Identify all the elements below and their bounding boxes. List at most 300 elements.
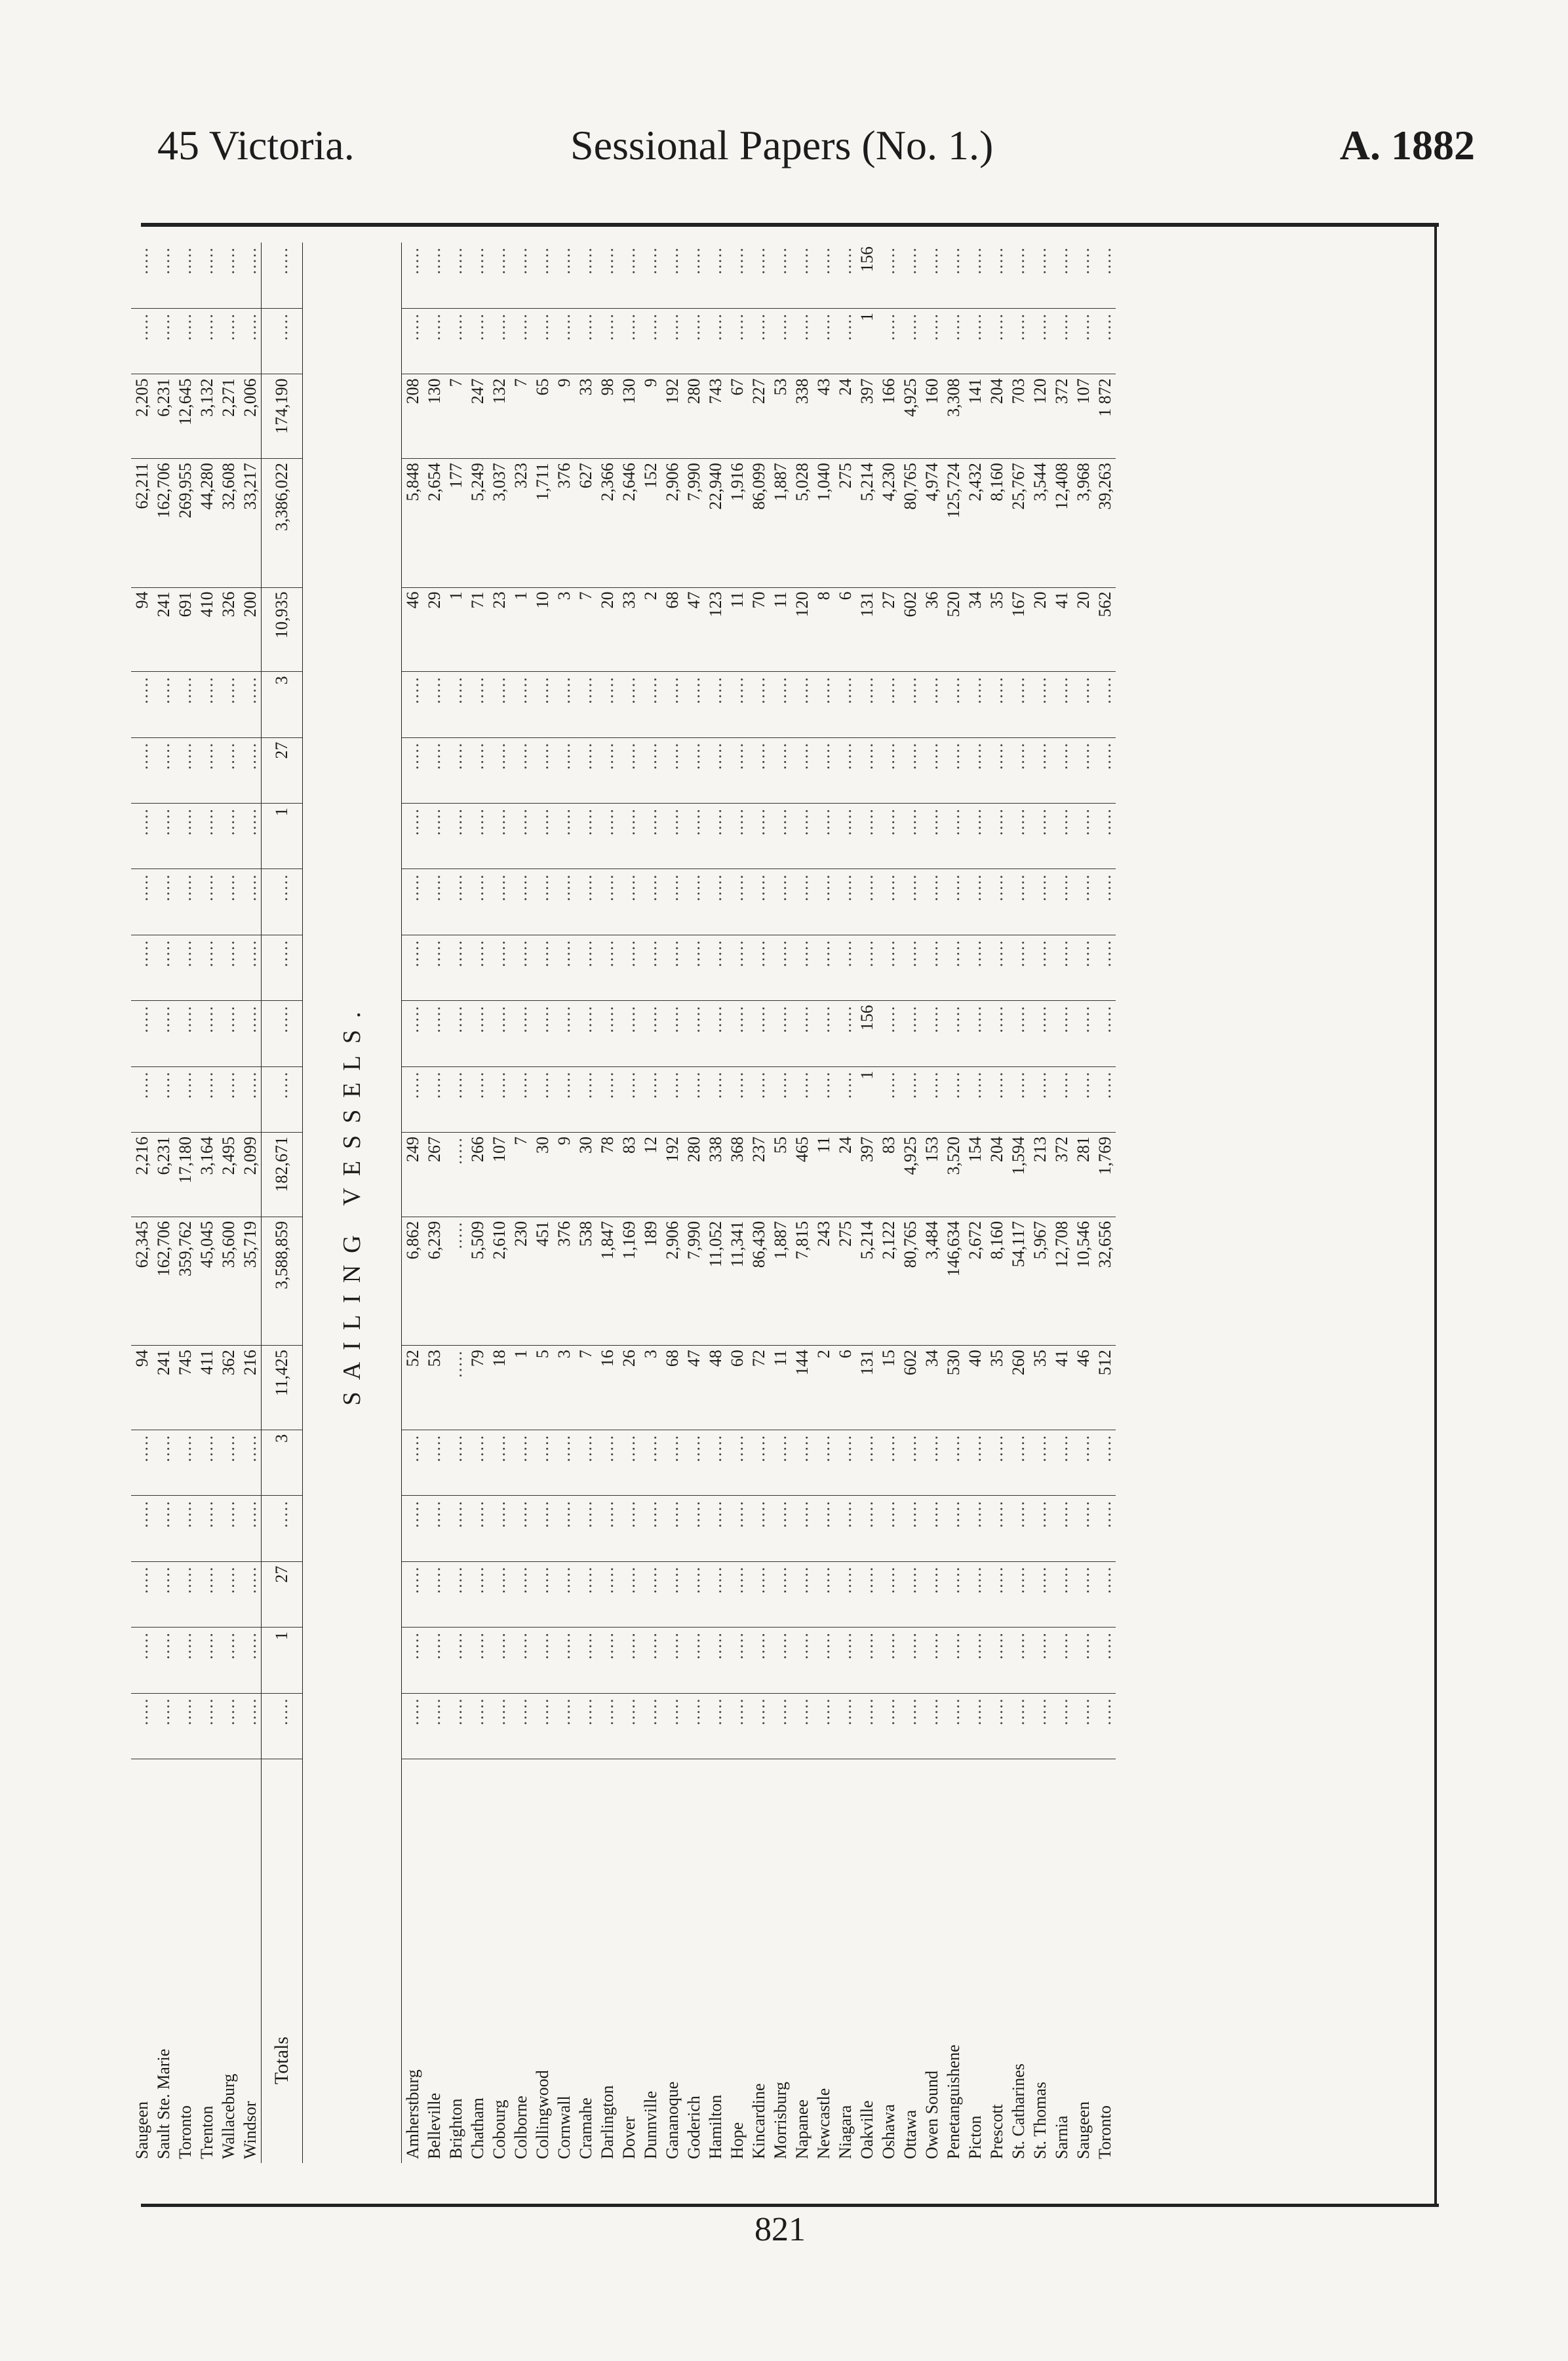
cell-col-5: ..... bbox=[640, 1430, 661, 1496]
cell-col-15: ..... bbox=[218, 672, 239, 737]
cell-col-16: 120 bbox=[791, 587, 813, 672]
cell-col-8: 266 bbox=[467, 1133, 488, 1217]
cell-col-4: ..... bbox=[532, 1496, 553, 1561]
cell-col-14: ..... bbox=[813, 737, 834, 803]
cell-col-15: ..... bbox=[174, 672, 196, 737]
cell-col-5: ..... bbox=[218, 1430, 239, 1496]
cell-col-14: ..... bbox=[1051, 737, 1072, 803]
port-name bbox=[488, 1759, 510, 2163]
cell-col-8: 267 bbox=[423, 1133, 445, 1217]
cell-col-20: ..... bbox=[239, 243, 262, 308]
port-name bbox=[770, 1759, 791, 2163]
cell-col-15: ..... bbox=[726, 672, 748, 737]
cell-col-8: 213 bbox=[1029, 1133, 1051, 1217]
cell-col-16: 326 bbox=[218, 587, 239, 672]
cell-col-18: 397 bbox=[856, 374, 878, 459]
cell-col-5: ..... bbox=[402, 1430, 424, 1496]
cell-col-18: 1 872 bbox=[1094, 374, 1116, 459]
cell-col-3: ..... bbox=[986, 1561, 1008, 1627]
port-name bbox=[553, 1759, 575, 2163]
cell-col-6: 41 bbox=[1051, 1346, 1072, 1430]
cell-col-17: 8,160 bbox=[986, 459, 1008, 587]
page-number: 821 bbox=[755, 2211, 806, 2248]
cell-col-17: 275 bbox=[834, 459, 856, 587]
cell-col-16: 33 bbox=[618, 587, 640, 672]
cell-col-18: 372 bbox=[1051, 374, 1072, 459]
cell-col-2: ..... bbox=[553, 1628, 575, 1693]
cell-col-9: ..... bbox=[1008, 1066, 1029, 1132]
cell-col-6: 94 bbox=[131, 1346, 153, 1430]
cell-col-15: ..... bbox=[510, 672, 532, 737]
cell-col-19: ..... bbox=[218, 308, 239, 374]
cell-col-8: 280 bbox=[683, 1133, 705, 1217]
cell-col-3: ..... bbox=[174, 1561, 196, 1627]
cell-col-10: ..... bbox=[239, 1001, 262, 1066]
cell-col-13: ..... bbox=[618, 804, 640, 869]
cell-col-6: 79 bbox=[467, 1346, 488, 1430]
port-name bbox=[856, 1759, 878, 2163]
cell-col-8: 6,231 bbox=[153, 1133, 174, 1217]
totals-row bbox=[262, 243, 303, 2163]
total-col-7: 3,588,859 bbox=[262, 1217, 303, 1345]
table-row bbox=[791, 243, 813, 2163]
cell-col-12: ..... bbox=[748, 869, 770, 935]
cell-col-1: ..... bbox=[661, 1693, 683, 1759]
cell-col-10: ..... bbox=[196, 1001, 218, 1066]
cell-col-4: ..... bbox=[1008, 1496, 1029, 1561]
cell-col-10: 156 bbox=[856, 1001, 878, 1066]
cell-col-13: ..... bbox=[943, 804, 964, 869]
cell-col-6: 60 bbox=[726, 1346, 748, 1430]
cell-col-16: 200 bbox=[239, 587, 262, 672]
cell-col-14: ..... bbox=[1008, 737, 1029, 803]
cell-col-3: ..... bbox=[770, 1561, 791, 1627]
cell-col-7: 189 bbox=[640, 1217, 661, 1345]
cell-col-12: ..... bbox=[218, 869, 239, 935]
cell-col-11: ..... bbox=[1072, 935, 1094, 1000]
port-name bbox=[1072, 1759, 1094, 2163]
cell-col-18: 2,006 bbox=[239, 374, 262, 459]
cell-col-14: ..... bbox=[791, 737, 813, 803]
cell-col-5: ..... bbox=[423, 1430, 445, 1496]
port-label: Ottawa bbox=[900, 2109, 920, 2159]
cell-col-7: 54,117 bbox=[1008, 1217, 1029, 1345]
port-label: Cobourg bbox=[489, 2099, 509, 2159]
cell-col-7: 376 bbox=[553, 1217, 575, 1345]
cell-col-11: ..... bbox=[726, 935, 748, 1000]
cell-col-12: ..... bbox=[532, 869, 553, 935]
cell-col-7: 10,546 bbox=[1072, 1217, 1094, 1345]
cell-col-3: ..... bbox=[597, 1561, 618, 1627]
port-label: Hope bbox=[727, 2122, 747, 2159]
cell-col-11: ..... bbox=[878, 935, 899, 1000]
cell-col-9: ..... bbox=[705, 1066, 726, 1132]
cell-col-12: ..... bbox=[402, 869, 424, 935]
cell-col-16: 68 bbox=[661, 587, 683, 672]
cell-col-9: ..... bbox=[575, 1066, 597, 1132]
cell-col-19: ..... bbox=[791, 308, 813, 374]
cell-col-12: ..... bbox=[726, 869, 748, 935]
cell-col-11: ..... bbox=[899, 935, 921, 1000]
cell-col-5: ..... bbox=[878, 1430, 899, 1496]
cell-col-3: ..... bbox=[467, 1561, 488, 1627]
cell-col-2: ..... bbox=[705, 1628, 726, 1693]
cell-col-6: 7 bbox=[575, 1346, 597, 1430]
cell-col-13: ..... bbox=[748, 804, 770, 869]
port-name bbox=[575, 1759, 597, 2163]
table-row bbox=[510, 243, 532, 2163]
table-row bbox=[661, 243, 683, 2163]
table-row bbox=[748, 243, 770, 2163]
cell-col-15: ..... bbox=[964, 672, 986, 737]
cell-col-17: 1,887 bbox=[770, 459, 791, 587]
cell-col-11: ..... bbox=[1094, 935, 1116, 1000]
cell-col-20: ..... bbox=[174, 243, 196, 308]
cell-col-1: ..... bbox=[726, 1693, 748, 1759]
cell-col-11: ..... bbox=[618, 935, 640, 1000]
cell-col-3: ..... bbox=[1072, 1561, 1094, 1627]
cell-col-1: ..... bbox=[683, 1693, 705, 1759]
cell-col-17: 2,432 bbox=[964, 459, 986, 587]
cell-col-14: ..... bbox=[402, 737, 424, 803]
cell-col-2: ..... bbox=[532, 1628, 553, 1693]
total-col-17: 3,386,022 bbox=[262, 459, 303, 587]
cell-col-2: ..... bbox=[878, 1628, 899, 1693]
cell-col-1: ..... bbox=[597, 1693, 618, 1759]
port-label: Dunnville bbox=[640, 2091, 660, 2159]
cell-col-15: ..... bbox=[986, 672, 1008, 737]
cell-col-9: ..... bbox=[943, 1066, 964, 1132]
cell-col-7: 2,906 bbox=[661, 1217, 683, 1345]
cell-col-13: ..... bbox=[856, 804, 878, 869]
cell-col-6: 241 bbox=[153, 1346, 174, 1430]
cell-col-10: ..... bbox=[618, 1001, 640, 1066]
cell-col-20: ..... bbox=[196, 243, 218, 308]
cell-col-3: ..... bbox=[618, 1561, 640, 1627]
port-name bbox=[239, 1759, 262, 2163]
cell-col-1: ..... bbox=[748, 1693, 770, 1759]
cell-col-11: ..... bbox=[683, 935, 705, 1000]
cell-col-2: ..... bbox=[726, 1628, 748, 1693]
cell-col-6: 411 bbox=[196, 1346, 218, 1430]
cell-col-15: ..... bbox=[705, 672, 726, 737]
cell-col-7: 243 bbox=[813, 1217, 834, 1345]
cell-col-20: ..... bbox=[1051, 243, 1072, 308]
cell-col-15: ..... bbox=[640, 672, 661, 737]
cell-col-11: ..... bbox=[921, 935, 943, 1000]
cell-col-15: ..... bbox=[1094, 672, 1116, 737]
cell-col-19: ..... bbox=[488, 308, 510, 374]
cell-col-13: ..... bbox=[878, 804, 899, 869]
cell-col-16: 3 bbox=[553, 587, 575, 672]
cell-col-20: ..... bbox=[218, 243, 239, 308]
cell-col-14: ..... bbox=[488, 737, 510, 803]
cell-col-12: ..... bbox=[640, 869, 661, 935]
table-row bbox=[467, 243, 488, 2163]
cell-col-5: ..... bbox=[964, 1430, 986, 1496]
cell-col-8: 3,164 bbox=[196, 1133, 218, 1217]
cell-col-20: ..... bbox=[510, 243, 532, 308]
port-label: Brighton bbox=[446, 2098, 465, 2159]
cell-col-7: 538 bbox=[575, 1217, 597, 1345]
table-row bbox=[640, 243, 661, 2163]
cell-col-3: ..... bbox=[445, 1561, 467, 1627]
cell-col-19: ..... bbox=[597, 308, 618, 374]
port-name bbox=[402, 1759, 424, 2163]
cell-col-8: 465 bbox=[791, 1133, 813, 1217]
cell-col-6: 216 bbox=[239, 1346, 262, 1430]
cell-col-14: ..... bbox=[856, 737, 878, 803]
cell-col-4: ..... bbox=[131, 1496, 153, 1561]
cell-col-11: ..... bbox=[553, 935, 575, 1000]
cell-col-13: ..... bbox=[964, 804, 986, 869]
cell-col-1: ..... bbox=[856, 1693, 878, 1759]
cell-col-15: ..... bbox=[618, 672, 640, 737]
cell-col-3: ..... bbox=[856, 1561, 878, 1627]
cell-col-17: 3,544 bbox=[1029, 459, 1051, 587]
cell-col-14: ..... bbox=[964, 737, 986, 803]
port-label: Oshawa bbox=[878, 2104, 898, 2159]
cell-col-5: ..... bbox=[575, 1430, 597, 1496]
table-row bbox=[834, 243, 856, 2163]
cell-col-9: ..... bbox=[878, 1066, 899, 1132]
cell-col-9: ..... bbox=[467, 1066, 488, 1132]
cell-col-4: ..... bbox=[878, 1496, 899, 1561]
cell-col-10: ..... bbox=[770, 1001, 791, 1066]
port-name bbox=[153, 1759, 174, 2163]
cell-col-18: 3,132 bbox=[196, 374, 218, 459]
cell-col-8: 2,099 bbox=[239, 1133, 262, 1217]
cell-col-2: ..... bbox=[575, 1628, 597, 1693]
cell-col-18: 703 bbox=[1008, 374, 1029, 459]
port-name bbox=[640, 1759, 661, 2163]
cell-col-4: ..... bbox=[618, 1496, 640, 1561]
cell-col-13: ..... bbox=[553, 804, 575, 869]
cell-col-7: 230 bbox=[510, 1217, 532, 1345]
cell-col-9: ..... bbox=[640, 1066, 661, 1132]
cell-col-13: ..... bbox=[423, 804, 445, 869]
cell-col-9: ..... bbox=[239, 1066, 262, 1132]
header-session: 45 Victoria. bbox=[157, 122, 355, 168]
cell-col-8: 107 bbox=[488, 1133, 510, 1217]
cell-col-2: ..... bbox=[597, 1628, 618, 1693]
cell-col-18: 9 bbox=[553, 374, 575, 459]
cell-col-17: 5,249 bbox=[467, 459, 488, 587]
cell-col-5: ..... bbox=[770, 1430, 791, 1496]
port-label: Darlington bbox=[597, 2085, 617, 2159]
cell-col-11: ..... bbox=[1008, 935, 1029, 1000]
cell-col-4: ..... bbox=[553, 1496, 575, 1561]
cell-col-11: ..... bbox=[445, 935, 467, 1000]
cell-col-7: 359,762 bbox=[174, 1217, 196, 1345]
cell-col-10: ..... bbox=[640, 1001, 661, 1066]
cell-col-18: 130 bbox=[423, 374, 445, 459]
cell-col-20: ..... bbox=[705, 243, 726, 308]
cell-col-10: ..... bbox=[467, 1001, 488, 1066]
cell-col-9: ..... bbox=[488, 1066, 510, 1132]
cell-col-19: ..... bbox=[1051, 308, 1072, 374]
cell-col-14: ..... bbox=[683, 737, 705, 803]
port-name bbox=[683, 1759, 705, 2163]
port-label: Gananoque bbox=[662, 2081, 682, 2159]
cell-col-14: ..... bbox=[510, 737, 532, 803]
cell-col-13: ..... bbox=[174, 804, 196, 869]
cell-col-18: 2,271 bbox=[218, 374, 239, 459]
cell-col-20: ..... bbox=[878, 243, 899, 308]
cell-col-16: 123 bbox=[705, 587, 726, 672]
cell-col-7: 1,847 bbox=[597, 1217, 618, 1345]
cell-col-11: ..... bbox=[532, 935, 553, 1000]
port-label: Picton bbox=[965, 2115, 985, 2159]
page-header bbox=[157, 121, 1475, 193]
cell-col-7: 80,765 bbox=[899, 1217, 921, 1345]
cell-col-13: ..... bbox=[488, 804, 510, 869]
cell-col-7: 2,672 bbox=[964, 1217, 986, 1345]
cell-col-8: 11 bbox=[813, 1133, 834, 1217]
cell-col-15: ..... bbox=[661, 672, 683, 737]
cell-col-15: ..... bbox=[813, 672, 834, 737]
cell-col-10: ..... bbox=[445, 1001, 467, 1066]
port-name bbox=[813, 1759, 834, 2163]
port-name bbox=[661, 1759, 683, 2163]
top-rule bbox=[141, 223, 1439, 227]
cell-col-8: 153 bbox=[921, 1133, 943, 1217]
cell-col-10: ..... bbox=[1008, 1001, 1029, 1066]
total-col-10: ..... bbox=[262, 1001, 303, 1066]
cell-col-1: ..... bbox=[834, 1693, 856, 1759]
cell-col-9: ..... bbox=[618, 1066, 640, 1132]
cell-col-9: ..... bbox=[1094, 1066, 1116, 1132]
cell-col-20: ..... bbox=[597, 243, 618, 308]
cell-col-17: 1,040 bbox=[813, 459, 834, 587]
cell-col-11: ..... bbox=[1029, 935, 1051, 1000]
cell-col-4: ..... bbox=[683, 1496, 705, 1561]
table-row bbox=[964, 243, 986, 2163]
cell-col-2: ..... bbox=[964, 1628, 986, 1693]
table-row bbox=[1094, 243, 1116, 2163]
cell-col-3: ..... bbox=[510, 1561, 532, 1627]
cell-col-12: ..... bbox=[1094, 869, 1116, 935]
cell-col-4: ..... bbox=[239, 1496, 262, 1561]
cell-col-19: ..... bbox=[196, 308, 218, 374]
cell-col-11: ..... bbox=[964, 935, 986, 1000]
cell-col-7: 1,169 bbox=[618, 1217, 640, 1345]
port-label: Cornwall bbox=[554, 2096, 574, 2159]
cell-col-12: ..... bbox=[964, 869, 986, 935]
cell-col-19: ..... bbox=[174, 308, 196, 374]
cell-col-3: ..... bbox=[1029, 1561, 1051, 1627]
cell-col-16: 20 bbox=[597, 587, 618, 672]
cell-col-19: ..... bbox=[899, 308, 921, 374]
cell-col-5: ..... bbox=[196, 1430, 218, 1496]
cell-col-20: ..... bbox=[1029, 243, 1051, 308]
table-row bbox=[597, 243, 618, 2163]
cell-col-6: 5 bbox=[532, 1346, 553, 1430]
port-label: Trenton bbox=[197, 2105, 216, 2159]
cell-col-20: ..... bbox=[553, 243, 575, 308]
steam-section bbox=[131, 243, 262, 2163]
cell-col-1: ..... bbox=[218, 1693, 239, 1759]
cell-col-4: ..... bbox=[488, 1496, 510, 1561]
cell-col-9: ..... bbox=[153, 1066, 174, 1132]
cell-col-9: ..... bbox=[445, 1066, 467, 1132]
port-name bbox=[964, 1759, 986, 2163]
cell-col-16: 1 bbox=[510, 587, 532, 672]
cell-col-18: 166 bbox=[878, 374, 899, 459]
cell-col-12: ..... bbox=[467, 869, 488, 935]
port-label: Napanee bbox=[792, 2099, 812, 2159]
cell-col-16: 23 bbox=[488, 587, 510, 672]
cell-col-19: ..... bbox=[1008, 308, 1029, 374]
cell-col-3: ..... bbox=[791, 1561, 813, 1627]
cell-col-2: ..... bbox=[986, 1628, 1008, 1693]
cell-col-4: ..... bbox=[791, 1496, 813, 1561]
total-col-9: ..... bbox=[262, 1066, 303, 1132]
cell-col-14: ..... bbox=[131, 737, 153, 803]
cell-col-4: ..... bbox=[813, 1496, 834, 1561]
cell-col-14: ..... bbox=[899, 737, 921, 803]
port-label: Chatham bbox=[467, 2098, 487, 2159]
cell-col-8: 24 bbox=[834, 1133, 856, 1217]
table-row bbox=[770, 243, 791, 2163]
cell-col-13: ..... bbox=[683, 804, 705, 869]
cell-col-12: ..... bbox=[943, 869, 964, 935]
cell-col-20: ..... bbox=[1072, 243, 1094, 308]
cell-col-10: ..... bbox=[575, 1001, 597, 1066]
cell-col-11: ..... bbox=[153, 935, 174, 1000]
cell-col-20: ..... bbox=[445, 243, 467, 308]
cell-col-6: 3 bbox=[640, 1346, 661, 1430]
cell-col-14: ..... bbox=[770, 737, 791, 803]
cell-col-8: 78 bbox=[597, 1133, 618, 1217]
cell-col-14: ..... bbox=[748, 737, 770, 803]
cell-col-18: 743 bbox=[705, 374, 726, 459]
cell-col-12: ..... bbox=[856, 869, 878, 935]
total-col-4: ..... bbox=[262, 1496, 303, 1561]
table-row bbox=[1072, 243, 1094, 2163]
cell-col-9: ..... bbox=[218, 1066, 239, 1132]
cell-col-18: 227 bbox=[748, 374, 770, 459]
cell-col-15: ..... bbox=[131, 672, 153, 737]
cell-col-19: ..... bbox=[510, 308, 532, 374]
cell-col-1: ..... bbox=[467, 1693, 488, 1759]
cell-col-9: ..... bbox=[921, 1066, 943, 1132]
cell-col-9: ..... bbox=[1072, 1066, 1094, 1132]
cell-col-1: ..... bbox=[705, 1693, 726, 1759]
cell-col-10: ..... bbox=[488, 1001, 510, 1066]
cell-col-14: ..... bbox=[943, 737, 964, 803]
cell-col-2: ..... bbox=[856, 1628, 878, 1693]
table-row bbox=[445, 243, 467, 2163]
cell-col-8: 9 bbox=[553, 1133, 575, 1217]
cell-col-7: 86,430 bbox=[748, 1217, 770, 1345]
cell-col-10: ..... bbox=[899, 1001, 921, 1066]
cell-col-10: ..... bbox=[510, 1001, 532, 1066]
sailing-section bbox=[402, 243, 1116, 2163]
cell-col-20: ..... bbox=[131, 243, 153, 308]
cell-col-11: ..... bbox=[1051, 935, 1072, 1000]
cell-col-15: ..... bbox=[748, 672, 770, 737]
cell-col-6: 745 bbox=[174, 1346, 196, 1430]
cell-col-10: ..... bbox=[153, 1001, 174, 1066]
cell-col-5: ..... bbox=[618, 1430, 640, 1496]
cell-col-20: ..... bbox=[683, 243, 705, 308]
table-row bbox=[218, 243, 239, 2163]
cell-col-9: ..... bbox=[510, 1066, 532, 1132]
cell-col-17: 7,990 bbox=[683, 459, 705, 587]
cell-col-13: ..... bbox=[1051, 804, 1072, 869]
cell-col-4: ..... bbox=[899, 1496, 921, 1561]
